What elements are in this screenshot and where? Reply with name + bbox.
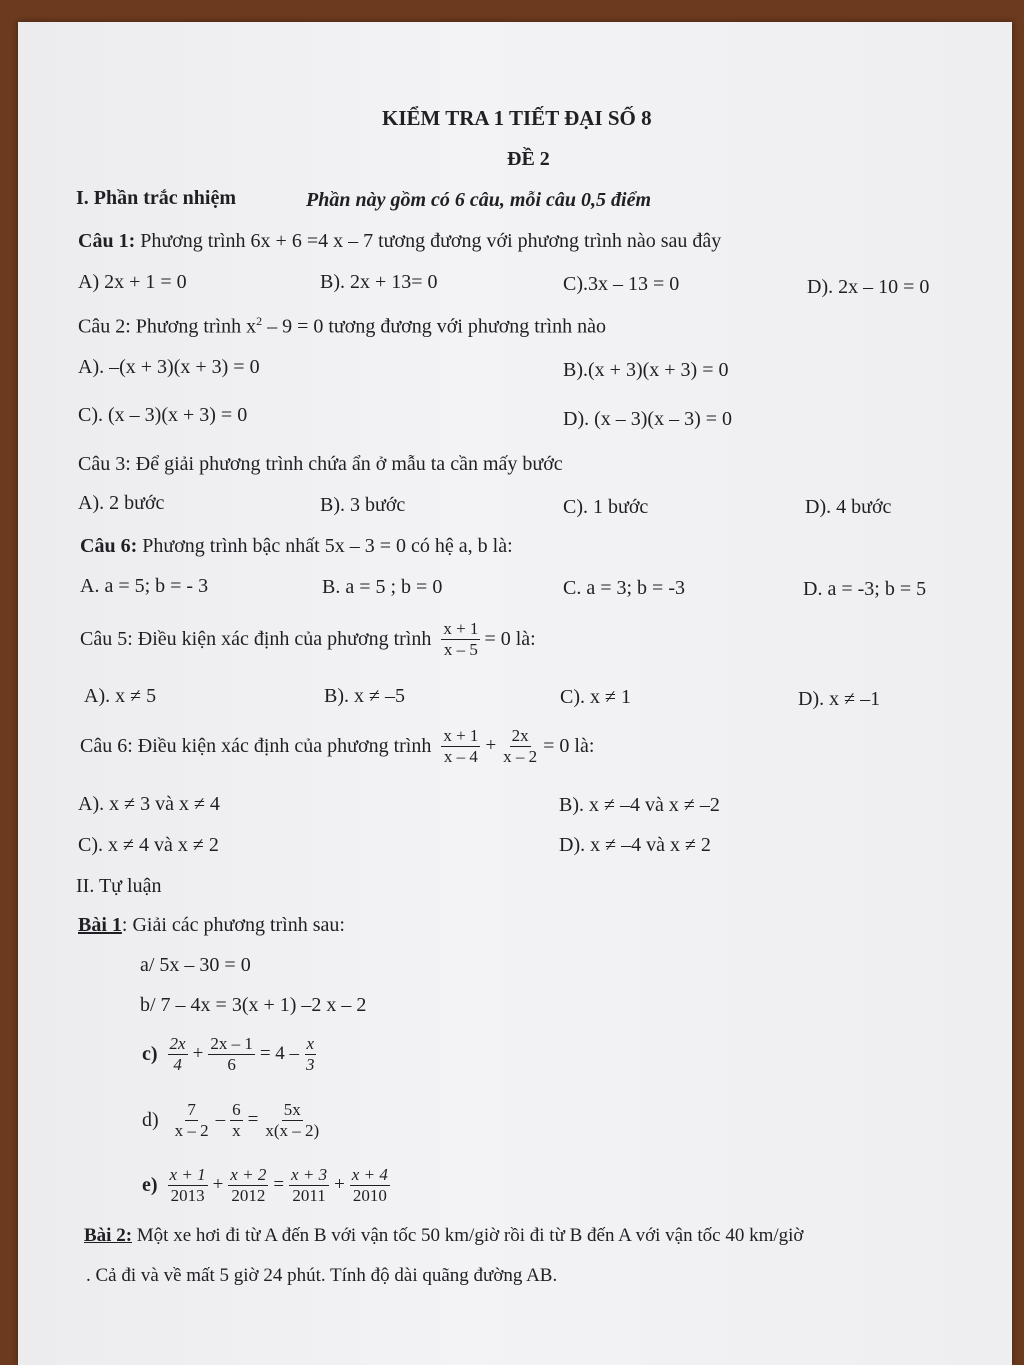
- exercise-1c: [142, 1034, 319, 1074]
- fraction-denominator: x – 2: [503, 746, 538, 766]
- question-1: [78, 230, 721, 253]
- q5-option-a: A). x ≠ 5: [84, 685, 157, 707]
- question-3: Câu 3: Để giải phương trình chứa ẩn ở mẫu ta cần mấy bước: [78, 453, 563, 475]
- plus-sign: +: [485, 735, 497, 757]
- minus-sign: –: [215, 1109, 226, 1131]
- q4-option-c: C. a = 3; b = -3: [563, 577, 685, 599]
- fraction-denominator: x – 2: [174, 1120, 209, 1140]
- question-6-fraction-2: [501, 726, 539, 766]
- q4-option-d: D. a = -3; b = 5: [803, 578, 927, 600]
- exercise-2: [84, 1225, 803, 1247]
- exercise-1e-fraction-1: [168, 1165, 208, 1205]
- exercise-1d-fraction-3: [263, 1100, 321, 1140]
- exercise-1c-fraction-2: [208, 1034, 255, 1074]
- question-5-tail: = 0 là:: [484, 627, 536, 650]
- question-2-text-post: – 9 = 0 tương đương với phương trình nào: [262, 315, 606, 338]
- fraction-numerator: x + 1: [443, 726, 479, 745]
- fraction-denominator: x – 5: [443, 639, 478, 659]
- exercise-1d: [142, 1100, 323, 1140]
- q3-option-d: D). 4 bước: [805, 496, 892, 518]
- exercise-2-label: Bài 2:: [84, 1225, 133, 1246]
- q6-option-c: C). x ≠ 4 và x ≠ 2: [78, 834, 219, 856]
- question-5-text: Câu 5: Điều kiện xác định của phương trình: [80, 627, 432, 650]
- exercise-2-line-2: . Cả đi và về mất 5 giờ 24 phút. Tính độ dài quãng đường AB.: [86, 1265, 558, 1286]
- question-6-tail: = 0 là:: [543, 734, 595, 757]
- fraction-denominator: 2012: [231, 1185, 266, 1205]
- exercise-2-line-1: Một xe hơi đi từ A đến B với vận tốc 50 km/giờ rồi đi từ B đến A với vận tốc 40 km/giờ: [132, 1225, 804, 1246]
- question-5: [80, 619, 536, 659]
- fraction-numerator: 6: [232, 1100, 241, 1119]
- exercise-1d-fraction-1: [173, 1100, 211, 1140]
- fraction-denominator: 2013: [170, 1185, 205, 1205]
- q4-option-b: B. a = 5 ; b = 0: [322, 576, 443, 598]
- q2-option-a: A). –(x + 3)(x + 3) = 0: [78, 356, 260, 378]
- fraction-numerator: x + 3: [291, 1165, 328, 1184]
- exercise-1e-fraction-4: [350, 1165, 390, 1205]
- q6-option-d: D). x ≠ –4 và x ≠ 2: [559, 834, 711, 856]
- plus-sign: +: [212, 1174, 224, 1196]
- q2-option-d: D). (x – 3)(x – 3) = 0: [563, 408, 733, 430]
- q3-option-a: A). 2 bước: [78, 492, 165, 514]
- section1-heading: I. Phần trắc nhiệm: [76, 187, 236, 209]
- q5-option-b: B). x ≠ –5: [324, 685, 405, 707]
- exam-sheet: [18, 22, 1012, 1365]
- exercise-1-text: : Giải các phương trình sau:: [121, 914, 345, 936]
- exercise-1a: a/ 5x – 30 = 0: [140, 954, 251, 976]
- exercise-1d-label: d): [142, 1108, 159, 1131]
- question-4-text: Phương trình bậc nhất 5x – 3 = 0 có hệ a, b là:: [142, 535, 513, 557]
- exercise-1e-fraction-2: [228, 1165, 268, 1205]
- plus-sign: +: [334, 1174, 345, 1196]
- question-6: [80, 726, 594, 766]
- q5-option-c: C). x ≠ 1: [560, 686, 631, 708]
- fraction-numerator: 7: [187, 1100, 196, 1119]
- q4-option-a: A. a = 5; b = - 3: [80, 575, 209, 597]
- question-1-text: Phương trình 6x + 6 =4 x – 7 tương đương với phương trình nào sau đây: [140, 230, 722, 252]
- equals-sign: =: [273, 1174, 285, 1196]
- fraction-numerator: 2x: [169, 1034, 186, 1053]
- q1-option-b: B). 2x + 13= 0: [320, 271, 438, 293]
- equals-sign: =: [247, 1109, 259, 1131]
- question-6-fraction-1: [441, 726, 480, 766]
- exam-subtitle: ĐỀ 2: [507, 148, 550, 170]
- exercise-1e: [142, 1165, 392, 1205]
- fraction-denominator: x(x – 2): [265, 1120, 320, 1140]
- fraction-numerator: 5x: [283, 1100, 301, 1119]
- plus-sign: +: [192, 1043, 204, 1065]
- fraction-numerator: x: [306, 1034, 315, 1053]
- question-2-text-pre: Câu 2: Phương trình x: [78, 315, 257, 338]
- section1-note: Phần này gồm có 6 câu, mỗi câu 0,5 điểm: [306, 189, 651, 211]
- exam-title: KIỂM TRA 1 TIẾT ĐẠI SỐ 8: [382, 106, 652, 130]
- exercise-1c-fraction-1: [168, 1034, 188, 1074]
- exercise-1e-fraction-3: [289, 1165, 329, 1205]
- fraction-denominator: 2011: [292, 1185, 326, 1205]
- exercise-1b: b/ 7 – 4x = 3(x + 1) –2 x – 2: [140, 994, 367, 1016]
- question-1-label: Câu 1:: [78, 230, 136, 252]
- fraction-denominator: x – 4: [443, 746, 478, 766]
- fraction-numerator: x + 2: [230, 1165, 267, 1184]
- question-2: [78, 314, 606, 339]
- q5-option-d: D). x ≠ –1: [798, 688, 881, 710]
- fraction-numerator: 2x: [511, 726, 529, 745]
- fraction-denominator: 6: [227, 1054, 236, 1074]
- q1-option-a: A) 2x + 1 = 0: [78, 271, 187, 293]
- fraction-numerator: x + 4: [351, 1165, 388, 1184]
- question-2-exponent: 2: [256, 314, 263, 328]
- fraction-denominator: 3: [306, 1054, 315, 1074]
- q2-option-c: C). (x – 3)(x + 3) = 0: [78, 404, 248, 426]
- question-6-text: Câu 6: Điều kiện xác định của phương trình: [80, 734, 432, 757]
- q6-option-a: A). x ≠ 3 và x ≠ 4: [78, 793, 220, 815]
- exercise-1c-fraction-3: [304, 1034, 317, 1074]
- section2-heading: II. Tự luận: [76, 875, 162, 897]
- exercise-1c-label: c): [142, 1042, 158, 1065]
- question-5-fraction: [441, 619, 480, 659]
- q2-option-b: B).(x + 3)(x + 3) = 0: [563, 359, 729, 381]
- fraction-denominator: 2010: [352, 1185, 387, 1205]
- question-4-label: Câu 6:: [80, 535, 138, 557]
- exercise-1d-fraction-2: [230, 1100, 243, 1140]
- q3-option-b: B). 3 bước: [320, 494, 406, 516]
- fraction-numerator: x + 1: [443, 619, 479, 638]
- exercise-1-heading: [78, 914, 345, 937]
- exercise-1e-label: e): [142, 1173, 158, 1196]
- question-4: [80, 535, 513, 558]
- fraction-numerator: 2x – 1: [210, 1034, 253, 1053]
- exercise-1-label: Bài 1: [78, 914, 122, 936]
- fraction-denominator: 4: [173, 1054, 182, 1074]
- q1-option-c: C).3x – 13 = 0: [563, 273, 680, 295]
- q3-option-c: C). 1 bước: [563, 496, 649, 518]
- fraction-denominator: x: [232, 1120, 241, 1140]
- q1-option-d: D). 2x – 10 = 0: [807, 276, 930, 298]
- fraction-numerator: x + 1: [169, 1165, 206, 1184]
- equals-four-minus: = 4 –: [259, 1043, 300, 1065]
- q6-option-b: B). x ≠ –4 và x ≠ –2: [559, 794, 720, 816]
